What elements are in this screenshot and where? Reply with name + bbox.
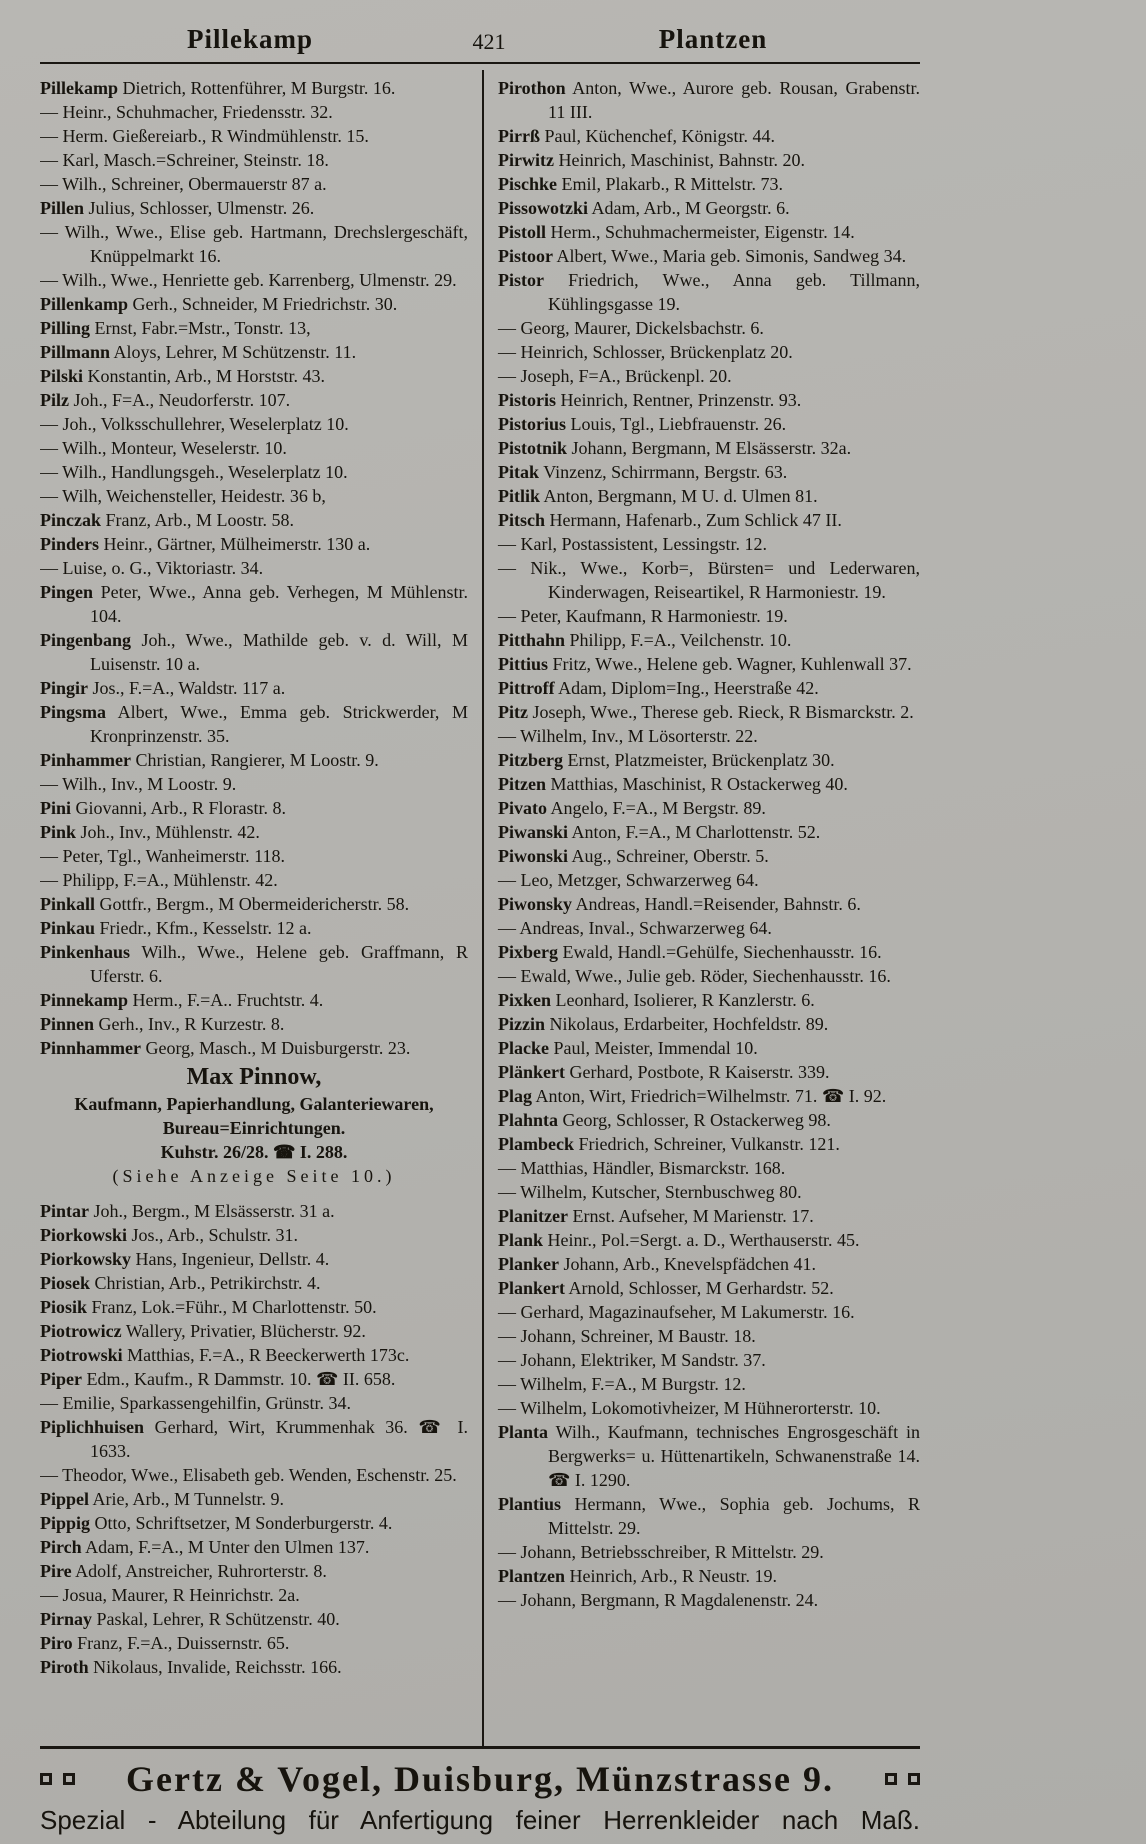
directory-entry: Pittius Fritz, Wwe., Helene geb. Wagner, Kuhlenwall 37. — [498, 654, 912, 674]
surname: Pinnhammer — [40, 1038, 141, 1058]
directory-entry: Pintar Joh., Bergm., M Elsässerstr. 31 a. — [40, 1201, 335, 1221]
surname: Pilling — [40, 318, 91, 338]
directory-entry: Pirwitz Heinrich, Maschinist, Bahnstr. 20. — [498, 150, 805, 170]
surname: Pirch — [40, 1537, 82, 1557]
surname: Plankert — [498, 1278, 565, 1298]
directory-entry: Pini Giovanni, Arb., R Florastr. 8. — [40, 798, 287, 818]
directory-entry: Pitak Vinzenz, Schirrmann, Bergstr. 63. — [498, 462, 788, 482]
surname: Piwonski — [498, 846, 569, 866]
directory-entry: Pillmann Aloys, Lehrer, M Schützenstr. 11. — [40, 342, 357, 362]
directory-entry: Piroth Nikolaus, Invalide, Reichsstr. 166. — [40, 1657, 342, 1677]
surname: Pilski — [40, 366, 84, 386]
advertisement — [40, 1746, 920, 1836]
surname: Piorkowsky — [40, 1249, 132, 1269]
directory-entry: — Karl, Masch.=Schreiner, Steinstr. 18. — [40, 150, 329, 170]
header-keyword-right: Plantzen — [658, 24, 768, 54]
surname: Piosek — [40, 1273, 91, 1293]
directory-entry: Piosik Franz, Lok.=Führ., M Charlottenstr. 50. — [40, 1297, 377, 1317]
surname: Pittius — [498, 654, 549, 674]
surname: Pitzen — [498, 774, 546, 794]
directory-entry: Planta Wilh., Kaufmann, technisches Engrosgeschäft in Bergwerks= u. Hüttenartikeln, Schwanenstraße 14. ☎ I. 1290. — [498, 1422, 920, 1490]
directory-entry: — Wilhelm, Lokomotivheizer, M Hühnerorterstr. 10. — [498, 1398, 881, 1418]
directory-entry: Pillenkamp Gerh., Schneider, M Friedrichstr. 30. — [40, 294, 398, 314]
directory-entry: Pistor Friedrich, Wwe., Anna geb. Tillmann, Kühlingsgasse 19. — [498, 270, 920, 314]
surname: Pitsch — [498, 510, 545, 530]
directory-entry: Pistoll Herm., Schuhmachermeister, Eigenstr. 14. — [498, 222, 855, 242]
surname: Plantzen — [498, 1566, 565, 1586]
directory-entry: Plank Heinr., Pol.=Sergt. a. D., Werthauserstr. 45. — [498, 1230, 860, 1250]
directory-entry: Pingen Peter, Wwe., Anna geb. Verhegen, M Mühlenstr. 104. — [40, 582, 468, 626]
surname: Pizzin — [498, 1014, 545, 1034]
left-column — [40, 76, 480, 1746]
directory-entry: — Luise, o. G., Viktoriastr. 34. — [40, 558, 264, 578]
surname: Pistoris — [498, 390, 556, 410]
surname: Piwanski — [498, 822, 569, 842]
directory-entry: — Matthias, Händler, Bismarckstr. 168. — [498, 1158, 786, 1178]
surname: Pirrß — [498, 126, 540, 146]
directory-entry: — Johann, Betriebsschreiber, R Mittelstr. 29. — [498, 1542, 824, 1562]
directory-entry: — Wilhelm, Kutscher, Sternbuschweg 80. — [498, 1182, 802, 1202]
directory-entry: Piorkowski Jos., Arb., Schulstr. 31. — [40, 1225, 299, 1245]
header-keyword-left: Pillekamp — [186, 24, 314, 54]
directory-entry: — Gerhard, Magazinaufseher, M Lakumerstr. 16. — [498, 1302, 855, 1322]
surname: Pischke — [498, 174, 558, 194]
directory-entry: Pitthahn Philipp, F.=A., Veilchenstr. 10. — [498, 630, 792, 650]
surname: Planker — [498, 1254, 559, 1274]
directory-entry: — Nik., Wwe., Korb=, Bürsten= und Lederwaren, Kinderwagen, Reiseartikel, R Harmoniestr. 19. — [498, 558, 920, 602]
directory-entry: Pilling Ernst, Fabr.=Mstr., Tonstr. 13, — [40, 318, 311, 338]
surname: Pinders — [40, 534, 100, 554]
surname: Plank — [498, 1230, 544, 1250]
directory-entry: — Herm. Gießereiarb., R Windmühlenstr. 15. — [40, 126, 369, 146]
surname: Pingsma — [40, 702, 107, 722]
square-ornament-icon — [908, 1773, 920, 1785]
directory-entry: Pinkau Friedr., Kfm., Kesselstr. 12 a. — [40, 918, 312, 938]
directory-entry: Pizzin Nikolaus, Erdarbeiter, Hochfeldstr. 89. — [498, 1014, 829, 1034]
directory-entry: Pitzberg Ernst, Platzmeister, Brückenplatz 30. — [498, 750, 835, 770]
directory-entry: Pinnekamp Herm., F.=A.. Fruchtstr. 4. — [40, 990, 324, 1010]
directory-entry: Pirothon Anton, Wwe., Aurore geb. Rousan, Grabenstr. 11 III. — [498, 78, 920, 122]
surname: Plag — [498, 1086, 532, 1106]
surname: Plantius — [498, 1494, 562, 1514]
directory-entry: Plahnta Georg, Schlosser, R Ostackerweg 98. — [498, 1110, 831, 1130]
surname: Pittroff — [498, 678, 555, 698]
square-ornament-icon — [885, 1773, 897, 1785]
directory-entry: Pinczak Franz, Arb., M Loostr. 58. — [40, 510, 294, 530]
directory-entry: Pinkall Gottfr., Bergm., M Obermeidericherstr. 58. — [40, 894, 410, 914]
surname: Piwonsky — [498, 894, 573, 914]
header-divider-rule — [40, 62, 920, 64]
directory-entry: Plantzen Heinrich, Arb., R Neustr. 19. — [498, 1566, 777, 1586]
surname: Pixberg — [498, 942, 558, 962]
surname: Plahnta — [498, 1110, 559, 1130]
surname: Pitthahn — [498, 630, 566, 650]
surname: Pingir — [40, 678, 88, 698]
directory-entry: — Johann, Schreiner, M Baustr. 18. — [498, 1326, 756, 1346]
right-column — [480, 76, 920, 1746]
surname: Pixken — [498, 990, 552, 1010]
surname: Pivato — [498, 798, 547, 818]
directory-entry: — Theodor, Wwe., Elisabeth geb. Wenden, Eschenstr. 25. — [40, 1465, 457, 1485]
directory-entry: Pivato Angelo, F.=A., M Bergstr. 89. — [498, 798, 766, 818]
surname: Pingenbang — [40, 630, 132, 650]
square-ornament-icon — [40, 1773, 52, 1785]
ad-title: Gertz & Vogel, Duisburg, Münzstrasse 9. — [126, 1759, 834, 1799]
notice-line: Max Pinnow, — [186, 1064, 322, 1090]
directory-entry: — Emilie, Sparkassengehilfin, Grünstr. 34. — [40, 1393, 351, 1413]
directory-entry: Pinhammer Christian, Rangierer, M Loostr. 9. — [40, 750, 379, 770]
directory-entry: — Wilh., Wwe., Elise geb. Hartmann, Drechslergeschäft, Knüppelmarkt 16. — [40, 222, 468, 266]
directory-entry: Pillekamp Dietrich, Rottenführer, M Burgstr. 16. — [40, 78, 396, 98]
surname: Pirwitz — [498, 150, 554, 170]
surname: Piotrowski — [40, 1345, 123, 1365]
directory-entry: Planitzer Ernst. Aufseher, M Marienstr. 17. — [498, 1206, 814, 1226]
surname: Plänkert — [498, 1062, 565, 1082]
ornament-left — [40, 1773, 75, 1785]
directory-entry: Piorkowsky Hans, Ingenieur, Dellstr. 4. — [40, 1249, 330, 1269]
notice-line: (Siehe Anzeige Seite 10.) — [112, 1166, 396, 1186]
directory-entry: Pinkenhaus Wilh., Wwe., Helene geb. Graffmann, R Uferstr. 6. — [40, 942, 468, 986]
directory-entry: Pistorius Louis, Tgl., Liebfrauenstr. 26. — [498, 414, 787, 434]
surname: Pissowotzki — [498, 198, 588, 218]
directory-entry: Pixberg Ewald, Handl.=Gehülfe, Siechenhausstr. 16. — [498, 942, 882, 962]
surname: Pistotnik — [498, 438, 568, 458]
directory-entry: Pilski Konstantin, Arb., M Horststr. 43. — [40, 366, 326, 386]
surname: Pitak — [498, 462, 540, 482]
directory-entry: — Ewald, Wwe., Julie geb. Röder, Siechenhausstr. 16. — [498, 966, 891, 986]
directory-columns — [40, 76, 920, 1746]
surname: Piroth — [40, 1657, 89, 1677]
surname: Pinkau — [40, 918, 96, 938]
surname: Piper — [40, 1369, 82, 1389]
surname: Pirnay — [40, 1609, 92, 1629]
directory-entry: — Joseph, F=A., Brückenpl. 20. — [498, 366, 732, 386]
directory-entry: Pirch Adam, F.=A., M Unter den Ulmen 137. — [40, 1537, 370, 1557]
directory-entry: Pire Adolf, Anstreicher, Ruhrorterstr. 8. — [40, 1561, 327, 1581]
directory-entry: Piwonski Aug., Schreiner, Oberstr. 5. — [498, 846, 769, 866]
directory-entry: Pirrß Paul, Küchenchef, Königstr. 44. — [498, 126, 775, 146]
surname: Pingen — [40, 582, 94, 602]
ad-title-row — [40, 1758, 920, 1800]
directory-entry: Pink Joh., Inv., Mühlenstr. 42. — [40, 822, 260, 842]
directory-entry: Pinnhammer Georg, Masch., M Duisburgerstr. 23. — [40, 1038, 411, 1058]
directory-entry: — Peter, Tgl., Wanheimerstr. 118. — [40, 846, 285, 866]
directory-entry: — Heinrich, Schlosser, Brückenplatz 20. — [498, 342, 793, 362]
surname: Plambeck — [498, 1134, 574, 1154]
surname: Pillen — [40, 198, 84, 218]
directory-entry: Pitz Joseph, Wwe., Therese geb. Rieck, R Bismarckstr. 2. — [498, 702, 914, 722]
surname: Pinczak — [40, 510, 101, 530]
directory-entry: — Karl, Postassistent, Lessingstr. 12. — [498, 534, 767, 554]
directory-entry: Pistotnik Johann, Bergmann, M Elsässerstr. 32a. — [498, 438, 852, 458]
notice-line: Kuhstr. 26/28. ☎ I. 288. — [160, 1142, 348, 1162]
surname: Piplichhuisen — [40, 1417, 145, 1437]
directory-entry: — Joh., Volksschullehrer, Weselerplatz 10. — [40, 414, 349, 434]
directory-entry: — Wilh., Monteur, Weselerstr. 10. — [40, 438, 287, 458]
surname: Planta — [498, 1422, 549, 1442]
square-ornament-icon — [63, 1773, 75, 1785]
directory-entry: — Wilh., Schreiner, Obermauerstr 87 a. — [40, 174, 327, 194]
directory-entry: Pitzen Matthias, Maschinist, R Ostackerweg 40. — [498, 774, 848, 794]
directory-entry: Plantius Hermann, Wwe., Sophia geb. Jochums, R Mittelstr. 29. — [498, 1494, 920, 1538]
directory-entry: Pingir Jos., F.=A., Waldstr. 117 a. — [40, 678, 286, 698]
surname: Pillekamp — [40, 78, 119, 98]
surname: Pistoor — [498, 246, 553, 266]
directory-entry: — Josua, Maurer, R Heinrichstr. 2a. — [40, 1585, 300, 1605]
surname: Pinkall — [40, 894, 96, 914]
directory-entry: Plänkert Gerhard, Postbote, R Kaiserstr. 339. — [498, 1062, 830, 1082]
directory-entry: Placke Paul, Meister, Immendal 10. — [498, 1038, 758, 1058]
directory-entry: Pitlik Anton, Bergmann, M U. d. Ulmen 81. — [498, 486, 818, 506]
directory-entry: — Andreas, Inval., Schwarzerweg 64. — [498, 918, 772, 938]
directory-entry: Pillen Julius, Schlosser, Ulmenstr. 26. — [40, 198, 315, 218]
surname: Piotrowicz — [40, 1321, 122, 1341]
directory-entry: Pippel Arie, Arb., M Tunnelstr. 9. — [40, 1489, 285, 1509]
surname: Pinnen — [40, 1014, 95, 1034]
directory-entry: Piwanski Anton, F.=A., M Charlottenstr. 52. — [498, 822, 821, 842]
surname: Pitlik — [498, 486, 541, 506]
directory-entry: Pilz Joh., F=A., Neudorferstr. 107. — [40, 390, 291, 410]
directory-entry: Piotrowski Matthias, F.=A., R Beeckerwerth 173c. — [40, 1345, 410, 1365]
directory-entry: — Heinr., Schuhmacher, Friedensstr. 32. — [40, 102, 333, 122]
directory-entry: Pistoris Heinrich, Rentner, Prinzenstr. 93. — [498, 390, 802, 410]
surname: Pippel — [40, 1489, 90, 1509]
surname: Pitz — [498, 702, 528, 722]
ornament-right — [885, 1773, 920, 1785]
surname: Pini — [40, 798, 72, 818]
surname: Pinhammer — [40, 750, 131, 770]
surname: Piosik — [40, 1297, 88, 1317]
surname: Pinkenhaus — [40, 942, 131, 962]
surname: Pilz — [40, 390, 69, 410]
surname: Pistor — [498, 270, 544, 290]
page-number: 421 — [472, 29, 506, 54]
directory-entry: — Georg, Maurer, Dickelsbachstr. 6. — [498, 318, 764, 338]
surname: Piorkowski — [40, 1225, 128, 1245]
directory-entry: — Peter, Kaufmann, R Harmoniestr. 19. — [498, 606, 788, 626]
notice-line: Bureau=Einrichtungen. — [162, 1118, 346, 1138]
directory-entry: Pitsch Hermann, Hafenarb., Zum Schlick 47 II. — [498, 510, 842, 530]
directory-entry: — Wilh., Inv., M Loostr. 9. — [40, 774, 237, 794]
directory-entry: Plag Anton, Wirt, Friedrich=Wilhelmstr. 71. ☎ I. 92. — [498, 1086, 887, 1106]
directory-entry: Pixken Leonhard, Isolierer, R Kanzlerstr. 6. — [498, 990, 815, 1010]
directory-entry: Pissowotzki Adam, Arb., M Georgstr. 6. — [498, 198, 790, 218]
surname: Pinnekamp — [40, 990, 129, 1010]
directory-entry: — Wilhelm, F.=A., M Burgstr. 12. — [498, 1374, 746, 1394]
directory-entry: — Leo, Metzger, Schwarzerweg 64. — [498, 870, 759, 890]
directory-entry: Pingenbang Joh., Wwe., Mathilde geb. v. d. Will, M Luisenstr. 10 a. — [40, 630, 468, 674]
surname: Pillmann — [40, 342, 111, 362]
directory-entry: Piplichhuisen Gerhard, Wirt, Krummenhak 36. ☎ I. 1633. — [40, 1417, 468, 1461]
directory-entry: Pistoor Albert, Wwe., Maria geb. Simonis, Sandweg 34. — [498, 246, 907, 266]
directory-entry: Piotrowicz Wallery, Privatier, Blücherstr. 92. — [40, 1321, 366, 1341]
directory-entry: Piosek Christian, Arb., Petrikirchstr. 4. — [40, 1273, 321, 1293]
directory-entry: Pittroff Adam, Diplom=Ing., Heerstraße 42. — [498, 678, 819, 698]
directory-entry: Planker Johann, Arb., Knevelspfädchen 41. — [498, 1254, 816, 1274]
directory-entry: Piwonsky Andreas, Handl.=Reisender, Bahnstr. 6. — [498, 894, 861, 914]
directory-entry: Piro Franz, F.=A., Duissernstr. 65. — [40, 1633, 290, 1653]
directory-entry: — Philipp, F.=A., Mühlenstr. 42. — [40, 870, 278, 890]
surname: Pillenkamp — [40, 294, 129, 314]
directory-entry: — Johann, Elektriker, M Sandstr. 37. — [498, 1350, 766, 1370]
directory-entry: Pinnen Gerh., Inv., R Kurzestr. 8. — [40, 1014, 285, 1034]
directory-entry: Pirnay Paskal, Lehrer, R Schützenstr. 40. — [40, 1609, 340, 1629]
surname: Pippig — [40, 1513, 91, 1533]
directory-entry: — Wilh., Wwe., Henriette geb. Karrenberg, Ulmenstr. 29. — [40, 270, 457, 290]
directory-entry: — Wilhelm, Inv., M Lösorterstr. 22. — [498, 726, 758, 746]
surname: Pink — [40, 822, 77, 842]
directory-entry: Pingsma Albert, Wwe., Emma geb. Strickwerder, M Kronprinzenstr. 35. — [40, 702, 468, 746]
surname: Planitzer — [498, 1206, 568, 1226]
ad-subtitle: Spezial - Abteilung für Anfertigung feiner Herrenkleider nach Maß. — [40, 1805, 920, 1835]
directory-entry: Plankert Arnold, Schlosser, M Gerhardstr. 52. — [498, 1278, 834, 1298]
notice-line: Kaufmann, Papierhandlung, Galanteriewaren, — [74, 1094, 434, 1114]
directory-entry: — Wilh., Handlungsgeh., Weselerplatz 10. — [40, 462, 348, 482]
surname: Pintar — [40, 1201, 89, 1221]
surname: Placke — [498, 1038, 549, 1058]
surname: Pistoll — [498, 222, 546, 242]
directory-entry: Pinders Heinr., Gärtner, Mülheimerstr. 130 a. — [40, 534, 371, 554]
directory-entry: Pischke Emil, Plakarb., R Mittelstr. 73. — [498, 174, 784, 194]
directory-entry: — Wilh, Weichensteller, Heidestr. 36 b, — [40, 486, 326, 506]
surname: Pistorius — [498, 414, 567, 434]
surname: Piro — [40, 1633, 73, 1653]
directory-entry: — Johann, Bergmann, R Magdalenenstr. 24. — [498, 1590, 819, 1610]
directory-entry: Pippig Otto, Schriftsetzer, M Sonderburgerstr. 4. — [40, 1513, 393, 1533]
directory-entry: Piper Edm., Kaufm., R Dammstr. 10. ☎ II. 658. — [40, 1369, 396, 1389]
directory-entry: Plambeck Friedrich, Schreiner, Vulkanstr. 121. — [498, 1134, 840, 1154]
surname: Pitzberg — [498, 750, 563, 770]
surname: Pirothon — [498, 78, 566, 98]
surname: Pire — [40, 1561, 72, 1581]
